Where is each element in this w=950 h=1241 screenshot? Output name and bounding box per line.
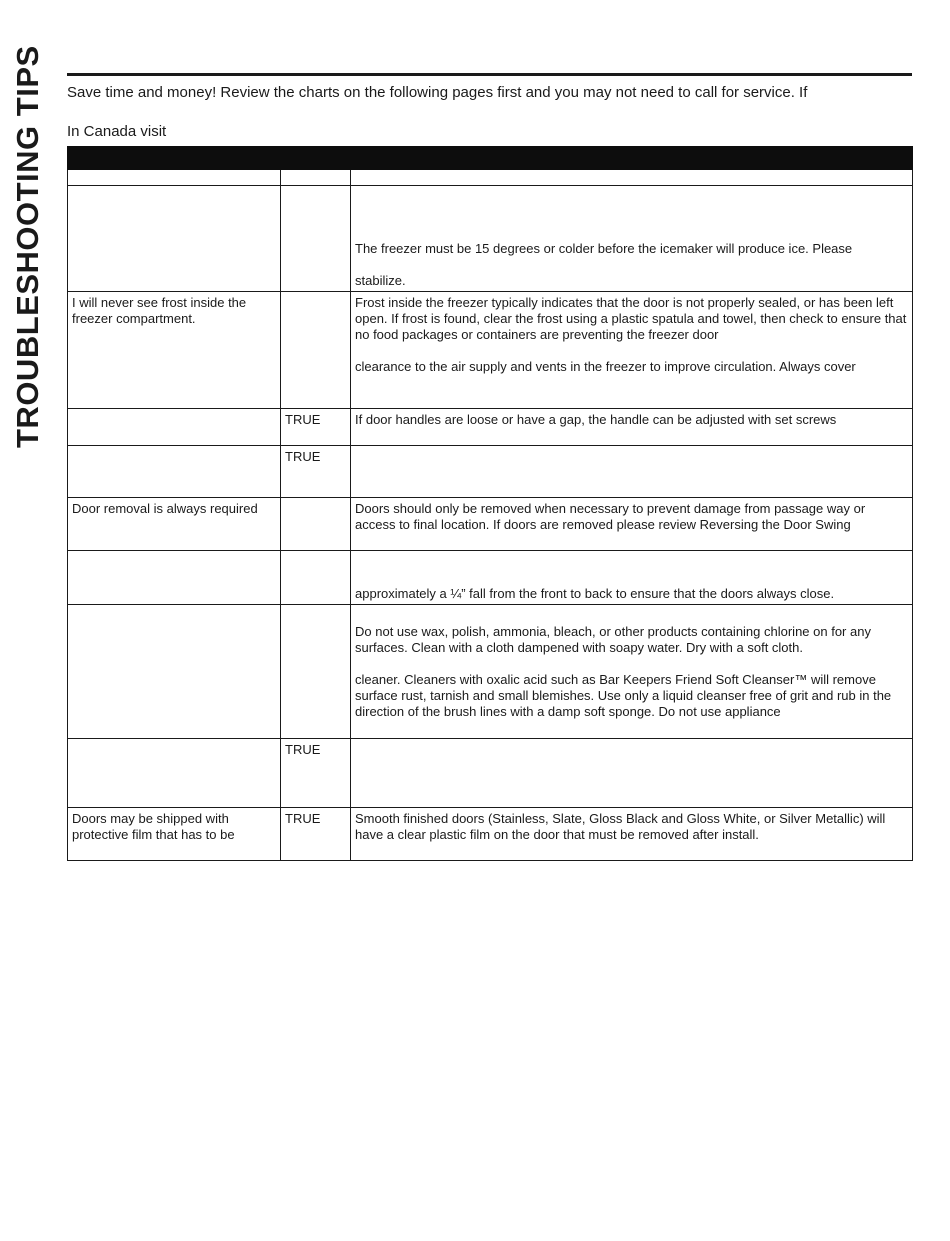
table-banner [68, 147, 913, 170]
troubleshooting-table [67, 146, 913, 861]
answer-cell: TRUE [281, 409, 351, 446]
table-row [68, 292, 913, 409]
explanation-cell [351, 409, 913, 446]
header-answer [281, 170, 351, 186]
myth-cell [68, 739, 281, 808]
header-explanation [351, 170, 913, 186]
intro-text: Save time and money! Review the charts on the following pages first and you may not need to call for service. If [67, 84, 808, 101]
answer-cell [281, 292, 351, 409]
explanation-cell [351, 292, 913, 409]
answer-cell: TRUE [281, 446, 351, 498]
myth-cell: Doors may be shipped with protective film that has to be [68, 808, 281, 861]
answer-cell [281, 498, 351, 551]
answer-cell [281, 186, 351, 292]
explanation-line: approximately a ¼” fall from the front to back to ensure that the doors always close. [355, 586, 835, 601]
table-banner-row [68, 147, 913, 170]
myth-cell [68, 186, 281, 292]
answer-cell: TRUE [281, 808, 351, 861]
table-row [68, 446, 913, 498]
explanation-line: clearance to the air supply and vents in the freezer to improve circulation. Always cover [355, 359, 856, 374]
explanation-cell [351, 739, 913, 808]
explanation-line: Frost inside the freezer typically indicates that the door is not properly sealed, or has been left open. If frost is found, clear the frost using a plastic spatula and towel, then check to ensure that no food packages or containers are preventing the freezer door [355, 295, 907, 342]
explanation-line: cleaner. Cleaners with oxalic acid such as Bar Keepers Friend Soft Cleanser™ will remove surface rust, tarnish and small blemishes. Use only a liquid cleanser free of grit and rub in the direction of the brush lines with a damp soft sponge. Do not use appliance [355, 672, 892, 719]
table-header-row [68, 170, 913, 186]
canada-text: In Canada visit [67, 123, 167, 140]
explanation-cell [351, 605, 913, 739]
explanation-cell [351, 808, 913, 861]
table-row [68, 186, 913, 292]
myth-cell [68, 409, 281, 446]
explanation-line: stabilize. [355, 273, 406, 288]
answer-cell [281, 605, 351, 739]
myth-cell [68, 605, 281, 739]
explanation-cell [351, 186, 913, 292]
table-row [68, 551, 913, 605]
explanation-line: Do not use wax, polish, ammonia, bleach, or other products containing chlorine on for any surfaces. Clean with a cloth dampened with soapy water. Dry with a soft cloth. [355, 624, 871, 655]
explanation-line: If door handles are loose or have a gap, the handle can be adjusted with set screws [355, 412, 837, 427]
explanation-cell [351, 551, 913, 605]
explanation-cell [351, 498, 913, 551]
explanation-line: Doors should only be removed when necessary to prevent damage from passage way or access to final location. If doors are removed please review Reversing the Door Swing [355, 501, 866, 532]
table-row [68, 808, 913, 861]
myth-cell [68, 551, 281, 605]
header-myth [68, 170, 281, 186]
side-title: TROUBLESHOOTING TIPS [10, 45, 45, 448]
table-row [68, 498, 913, 551]
table-row [68, 409, 913, 446]
myth-cell [68, 446, 281, 498]
myth-cell: Door removal is always required [68, 498, 281, 551]
myth-cell: I will never see frost inside the freezer compartment. [68, 292, 281, 409]
top-rule [67, 73, 912, 76]
explanation-cell [351, 446, 913, 498]
table-row [68, 739, 913, 808]
explanation-line: The freezer must be 15 degrees or colder before the icemaker will produce ice. Please [355, 241, 853, 256]
answer-cell [281, 551, 351, 605]
table-row [68, 605, 913, 739]
answer-cell: TRUE [281, 739, 351, 808]
explanation-line: Smooth finished doors (Stainless, Slate, Gloss Black and Gloss White, or Silver Metallic) will have a clear plastic film on the door that must be removed after install. [355, 811, 886, 842]
